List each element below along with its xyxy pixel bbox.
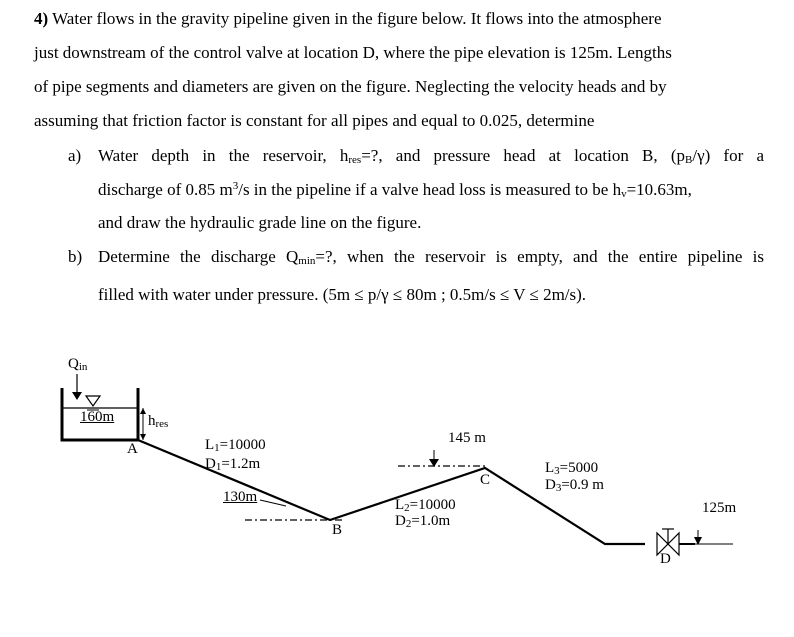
q-in-label: $Q_{in}$: [68, 356, 88, 373]
part-a-line-2: discharge of 0.85 $m^3/s$ in the pipeline if a valve head loss is measured to be $h_v=10.63m$,: [98, 180, 692, 200]
problem-stem-line-3: of pipe segments and diameters are given on the figure. Neglecting the velocity heads and by: [34, 77, 667, 96]
part-b-label: b): [68, 247, 83, 266]
seg3-length-label: $L_3=5000$: [545, 460, 599, 477]
seg2-diameter-label: $D_2=1.0m$: [395, 513, 451, 530]
part-b-line-2: filled with water under pressure. (5m ≤ p/γ ≤ 80m ; 0.5m/s ≤ V ≤ 2m/s).: [98, 285, 587, 304]
inflow-arrowhead-icon: [72, 392, 82, 400]
elev-d-label: 125m: [702, 500, 737, 516]
problem-number: 4): [34, 9, 49, 28]
seg1-length-label: $L_1=10000$: [205, 437, 266, 454]
seg1-diameter-label: $D_1=1.2m$: [205, 456, 261, 473]
hres-arrow-up-icon: [140, 408, 146, 414]
point-c-label: C: [480, 472, 491, 488]
part-a-line-3: and draw the hydraulic grade line on the figure.: [98, 213, 422, 232]
part-a-label: a): [68, 146, 82, 165]
part-b-line-1: Determine the discharge $Q_{min}=$?, when the reservoir is empty, and the entire pipeline is: [98, 247, 764, 267]
problem-stem-line-2: just downstream of the control valve at location D, where the pipe elevation is 125m. Lengths: [34, 43, 672, 62]
reservoir-elevation-label: 160m: [80, 409, 115, 425]
point-b-label: B: [332, 522, 343, 538]
seg2-length-label: $L_2=10000$: [395, 497, 456, 514]
water-level-icon: [86, 396, 100, 406]
part-a-line-1: Water depth in the reservoir, $h_{res}=$?, and pressure head at location B, $(p_B/\gamma)$ for a: [98, 146, 764, 166]
problem-stem-text-1: Water flows in the gravity pipeline given in the figure below. It flows into the atmosphere: [52, 9, 662, 28]
point-a-label: A: [127, 441, 138, 457]
hres-arrow-down-icon: [140, 434, 146, 440]
hres-label: $h_{res}$: [148, 413, 169, 430]
problem-stem-line-4: assuming that friction factor is constant for all pipes and equal to 0.025, determine: [34, 111, 595, 130]
seg3-diameter-label: $D_3=0.9$ m: [545, 477, 604, 494]
elev-c-label: 145 m: [448, 430, 486, 446]
elev-b-label: 130m: [223, 489, 258, 505]
point-d-label: D: [660, 551, 671, 567]
